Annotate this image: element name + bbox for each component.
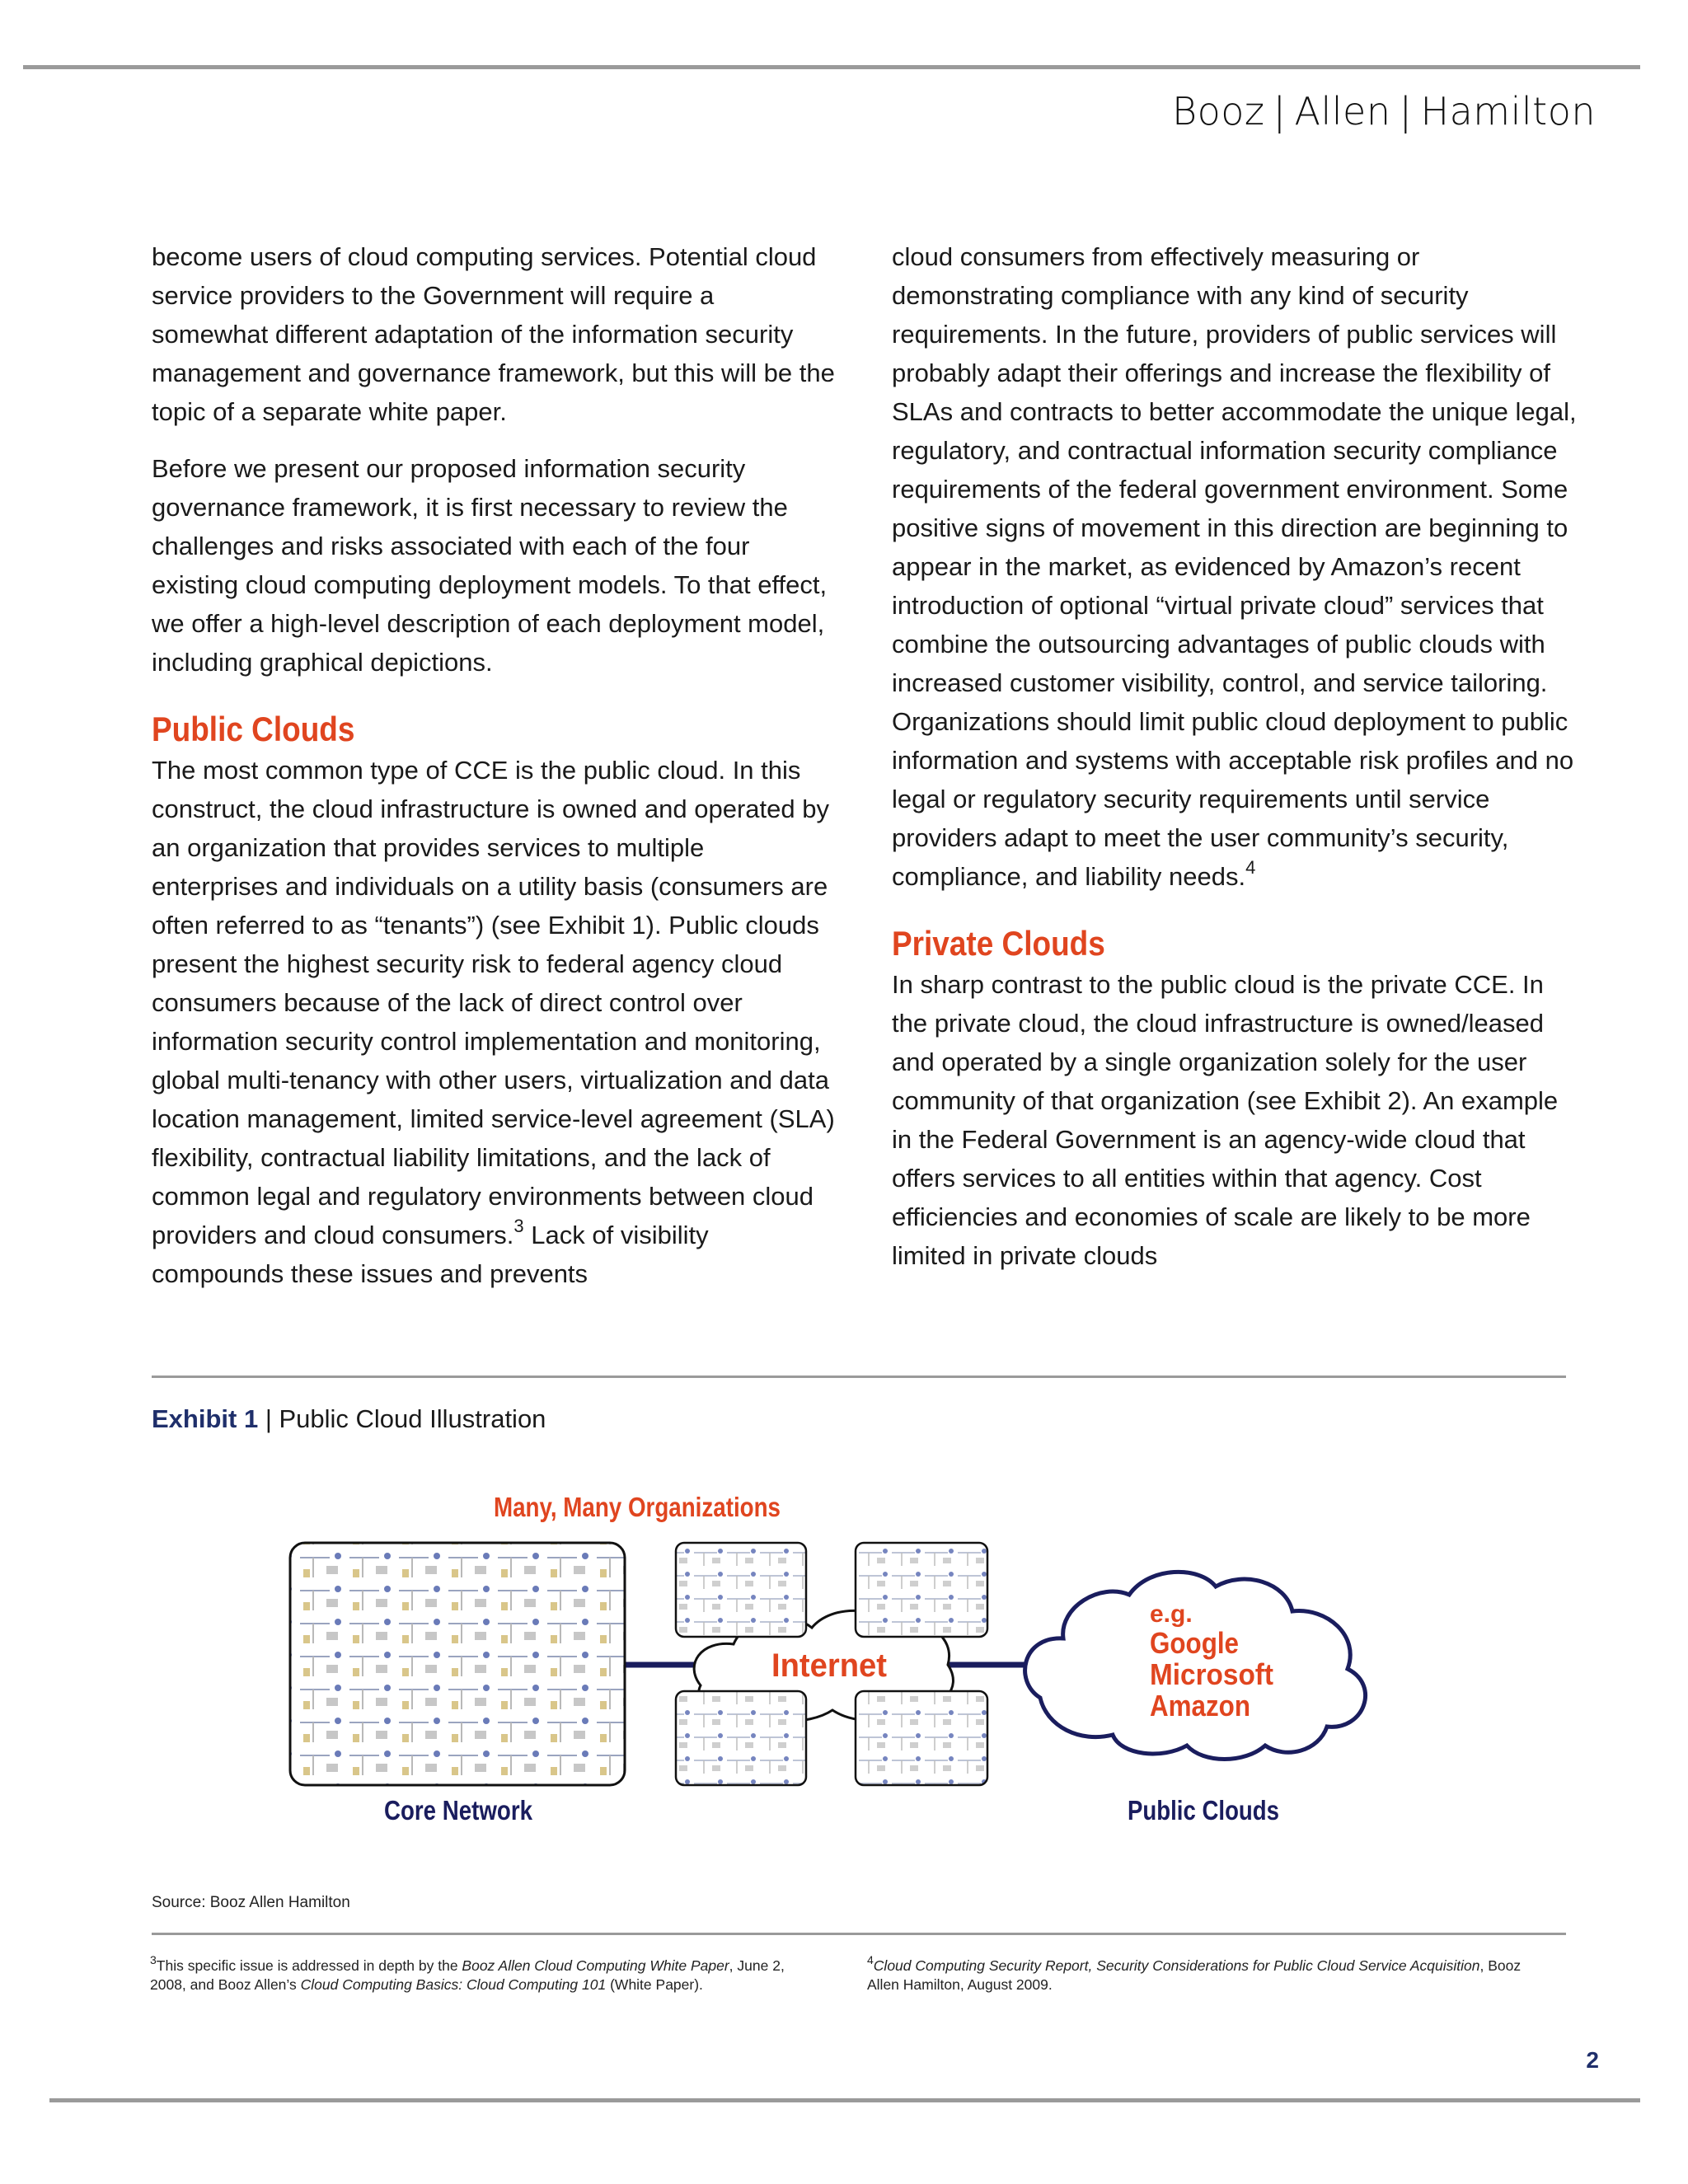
org-thumbnail-1 <box>676 1543 806 1637</box>
footnote-3-title-1: Booz Allen Cloud Computing White Paper <box>462 1957 729 1974</box>
org-thumbnail-2 <box>856 1543 987 1637</box>
public-clouds-text-end: Lack of visibility compounds these issues and prevents <box>152 1221 709 1288</box>
label-cloud-eg: e.g. <box>1150 1601 1193 1628</box>
exhibit-number: Exhibit 1 <box>152 1404 259 1433</box>
exhibit-caption: Public Cloud Illustration <box>279 1404 546 1433</box>
public-clouds-text: The most common type of CCE is the public cloud. In this construct, the cloud infrastructure is owned and operated by an organization that provides services to multiple enterprises and individuals on a utility basis (consumers are often referred to as “tenants”) (see Exhibit 1). Public clouds present the highest security risk to federal agency cloud consumers because of the lack of direct control over information security control implementation and monitoring, global multi-tenancy with other users, virtualization and data location management, limited service-level agreement (SLA) flexibility, contractual liability limitations, and the lack of common legal and regulatory environments between cloud providers and cloud consumers. <box>152 756 835 1249</box>
org-thumbnail-3 <box>676 1691 806 1785</box>
brand-part-3: Hamilton <box>1420 89 1596 134</box>
right-paragraph-1-text: cloud consumers from effectively measuring or demonstrating compliance with any kind of security requirements. In the future, providers of public services will probably adapt their offerings and increase the flexibility of SLAs and contracts to better accommodate the unique legal, regulatory, and contractual information security compliance requirements of the federal government environment. Some positive signs of movement in this direction are beginning to appear in the market, as evidenced by Amazon’s recent introduction of optional “virtual private cloud” services that combine the outsourcing advantages of public clouds with increased customer visibility, control, and service tailoring. Organizations should limit public cloud deployment to public information and systems with acceptable risk profiles and no legal or regulatory security requirements until service providers adapt to meet the user community’s security, compliance, and liability needs. <box>892 242 1577 891</box>
footnote-4-title: Cloud Computing Security Report, Security Considerations for Public Cloud Service Acquisition <box>873 1957 1480 1974</box>
left-paragraph-2: Before we present our proposed information security governance framework, it is first necessary to review the challenges and risks associated with each of the four existing cloud computing deployment models. To that effect, we offer a high-level description of each deployment model, including graphical depictions. <box>152 454 828 677</box>
core-network-box <box>290 1543 625 1785</box>
brand-part-2: Allen <box>1294 89 1391 134</box>
footnote-ref-4[interactable]: 4 <box>1245 857 1256 878</box>
brand-logo: Booz | Allen | Hamilton <box>1171 89 1596 134</box>
heading-public-clouds: Public Clouds <box>152 710 355 748</box>
footnote-ref-3[interactable]: 3 <box>513 1216 524 1236</box>
private-clouds-paragraph: In sharp contrast to the public cloud is the private CCE. In the private cloud, the cloud infrastructure is owned/leased and operated by a single organization solely for the user community of that organization (see Exhibit 2). An example in the Federal Government is an agency-wide cloud that offers services to all entities within that agency. Cost efficiencies and economies of scale are likely to be more limited in private clouds <box>892 970 1559 1270</box>
left-paragraph-1: become users of cloud computing services. Potential cloud service providers to the Government will require a somewhat different adaptation of the information security management and governance framework, but this will be the topic of a separate white paper. <box>152 242 835 426</box>
exhibit-title: Exhibit 1 | Public Cloud Illustration <box>152 1404 546 1433</box>
footnote-3-text-2: , June 2, 2008, and Booz Allen’s <box>150 1957 785 1993</box>
label-public-clouds: Public Clouds <box>1128 1795 1279 1825</box>
footnote-3 <box>150 1953 809 1994</box>
footnote-3-title-2: Cloud Computing Basics: Cloud Computing 101 <box>300 1976 607 1993</box>
footnote-4-text: , Booz Allen Hamilton, August 2009. <box>867 1957 1522 1993</box>
label-internet: Internet <box>771 1647 887 1684</box>
heading-private-clouds: Private Clouds <box>892 924 1105 963</box>
label-provider-microsoft: Microsoft <box>1150 1657 1274 1691</box>
footnote-4-number: 4 <box>867 1953 874 1966</box>
brand-part-1: Booz <box>1171 89 1265 134</box>
footnote-4 <box>867 1953 1526 1994</box>
org-thumbnail-4 <box>856 1691 987 1785</box>
exhibit-source: Source: Booz Allen Hamilton <box>152 1894 350 1911</box>
page-number: 2 <box>1586 2047 1599 2073</box>
label-many-organizations: Many, Many Organizations <box>494 1492 781 1522</box>
footnote-3-number: 3 <box>150 1953 157 1966</box>
footnote-3-text-3: (White Paper). <box>606 1976 703 1993</box>
footnote-3-text-1: This specific issue is addressed in depth by the <box>156 1957 462 1974</box>
label-provider-google: Google <box>1150 1626 1239 1660</box>
label-core-network: Core Network <box>384 1795 533 1825</box>
label-provider-amazon: Amazon <box>1150 1689 1250 1722</box>
